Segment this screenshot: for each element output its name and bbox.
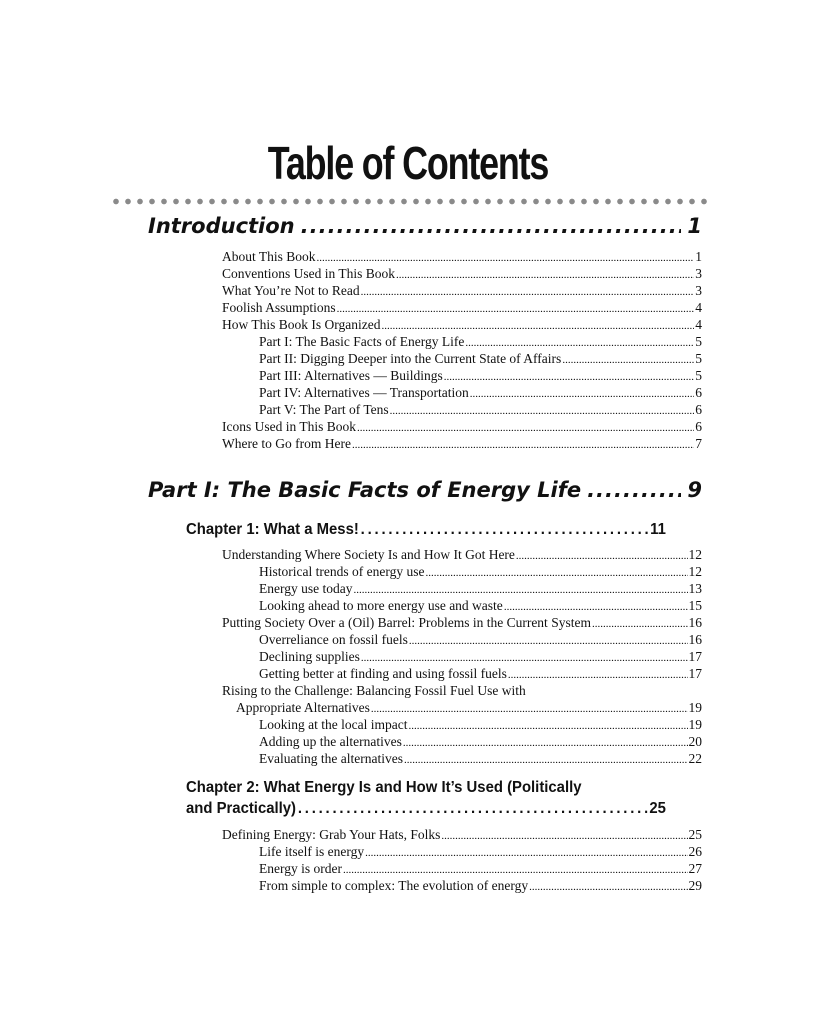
entry-title: Defining Energy: Grab Your Hats, Folks (222, 827, 441, 842)
entry-page-number: 4 (695, 317, 702, 332)
entry-title: Icons Used in This Book (222, 419, 356, 434)
toc-entry[interactable] (259, 665, 702, 682)
entry-title: Putting Society Over a (Oil) Barrel: Problems in the Current System (222, 615, 591, 630)
toc-entry[interactable] (259, 401, 702, 418)
dot-leader (301, 214, 682, 238)
toc-entry[interactable] (222, 299, 702, 316)
entry-title: Part III: Alternatives — Buildings (259, 368, 443, 383)
entry-page-number: 6 (695, 385, 702, 400)
entry-page-number: 12 (688, 547, 702, 562)
entry-page-number: 3 (695, 266, 702, 281)
entry-page-number: 4 (695, 300, 702, 315)
toc-entry-line[interactable] (222, 682, 702, 699)
chapter-title-line-2: and Practically) (186, 800, 297, 817)
entry-page-number: 25 (688, 827, 702, 842)
entry-title: Energy use today (259, 581, 353, 596)
toc-entry[interactable] (259, 350, 702, 367)
entry-title: Part I: The Basic Facts of Energy Life (259, 334, 465, 349)
chapter-title-line-1: Chapter 2: What Energy Is and How It’s Used (Politically (186, 779, 582, 796)
toc-entry[interactable] (259, 563, 702, 580)
toc-entry[interactable] (259, 333, 702, 350)
toc-entry[interactable] (259, 367, 702, 384)
entry-page-number: 6 (695, 402, 702, 417)
entry-page-number: 13 (688, 581, 702, 596)
toc-entry[interactable] (222, 614, 702, 631)
entry-page-number: 27 (688, 861, 702, 876)
entry-title: Appropriate Alternatives (236, 700, 370, 715)
chapter-page-number: 25 (649, 800, 666, 817)
dot-leader (587, 478, 681, 502)
entry-title: Life itself is energy (259, 844, 365, 859)
toc-entry[interactable] (259, 733, 702, 750)
toc-entry[interactable] (222, 546, 702, 563)
entry-page-number: 17 (688, 666, 702, 681)
toc-entry[interactable] (222, 435, 702, 452)
entry-title: Looking ahead to more energy use and waste (259, 598, 503, 613)
entry-page-number: 15 (688, 598, 702, 613)
toc-entry[interactable] (259, 877, 702, 894)
entry-title: Looking at the local impact (259, 717, 408, 732)
entry-title: Foolish Assumptions (222, 300, 336, 315)
entry-title: Conventions Used in This Book (222, 266, 396, 281)
part-title: Introduction (148, 214, 295, 238)
dot-leader (298, 800, 648, 818)
toc-entry[interactable] (259, 384, 702, 401)
entry-page-number: 5 (695, 351, 702, 366)
toc-entry[interactable] (259, 716, 702, 733)
entry-title: What You’re Not to Read (222, 283, 360, 298)
entry-page-number: 19 (688, 717, 702, 732)
entry-title: Declining supplies (259, 649, 360, 664)
entry-title: Rising to the Challenge: Balancing Fossil Fuel Use with (222, 683, 526, 698)
toc-entry[interactable] (222, 418, 702, 435)
entry-page-number: 22 (688, 751, 702, 766)
entry-title: Evaluating the alternatives (259, 751, 403, 766)
entry-page-number: 7 (695, 436, 702, 451)
toc-entry[interactable] (259, 580, 702, 597)
part-page-number: 9 (687, 478, 702, 502)
entry-title: Understanding Where Society Is and How It Got Here (222, 547, 515, 562)
entry-page-number: 6 (695, 419, 702, 434)
toc-entry[interactable] (259, 843, 702, 860)
entry-title: Overreliance on fossil fuels (259, 632, 408, 647)
entry-page-number: 3 (695, 283, 702, 298)
entry-title: Adding up the alternatives (259, 734, 402, 749)
chapter-page-number: 11 (650, 521, 666, 538)
part-page-number: 1 (687, 214, 702, 238)
entry-title: Part V: The Part of Tens (259, 402, 389, 417)
entry-title: Energy is order (259, 861, 342, 876)
entry-page-number: 12 (688, 564, 702, 579)
toc-chapter-1[interactable] (186, 521, 666, 542)
entry-page-number: 16 (688, 632, 702, 647)
entry-page-number: 5 (695, 334, 702, 349)
entry-title: From simple to complex: The evolution of energy (259, 878, 529, 893)
toc-entry[interactable] (259, 631, 702, 648)
toc-part-1[interactable] (148, 478, 702, 506)
toc-entry[interactable] (222, 248, 702, 265)
dot-leader (404, 752, 688, 769)
entry-page-number: 5 (695, 368, 702, 383)
page-title: Table of Contents (267, 137, 549, 189)
toc-entry[interactable] (222, 265, 702, 282)
entry-page-number: 16 (688, 615, 702, 630)
dot-leader (352, 437, 694, 454)
toc-entry[interactable] (222, 316, 702, 333)
entry-title: Historical trends of energy use (259, 564, 425, 579)
toc-entry[interactable] (222, 282, 702, 299)
entry-page-number: 29 (688, 878, 702, 893)
toc-entry[interactable] (259, 860, 702, 877)
entry-page-number: 17 (688, 649, 702, 664)
chapter-title: Chapter 1: What a Mess! (186, 521, 359, 538)
dot-leader (361, 521, 649, 539)
toc-entry[interactable] (259, 750, 702, 767)
toc-entry[interactable] (236, 699, 702, 716)
entry-page-number: 1 (695, 249, 702, 264)
entry-title: Part II: Digging Deeper into the Current State of Affairs (259, 351, 562, 366)
entry-page-number: 26 (688, 844, 702, 859)
toc-entry[interactable] (222, 826, 702, 843)
part-title: Part I: The Basic Facts of Energy Life (148, 478, 582, 502)
toc-entry[interactable] (259, 597, 702, 614)
entry-page-number: 20 (688, 734, 702, 749)
toc-chapter-2[interactable] (186, 779, 666, 821)
toc-part-introduction[interactable] (148, 214, 702, 242)
entry-page-number: 19 (688, 700, 702, 715)
entry-title: Getting better at finding and using fossil fuels (259, 666, 507, 681)
entry-title: About This Book (222, 249, 316, 264)
entry-title: Where to Go from Here (222, 436, 351, 451)
entry-title: How This Book Is Organized (222, 317, 381, 332)
dot-leader (529, 879, 687, 896)
entry-title: Part IV: Alternatives — Transportation (259, 385, 469, 400)
toc-entry[interactable] (259, 648, 702, 665)
